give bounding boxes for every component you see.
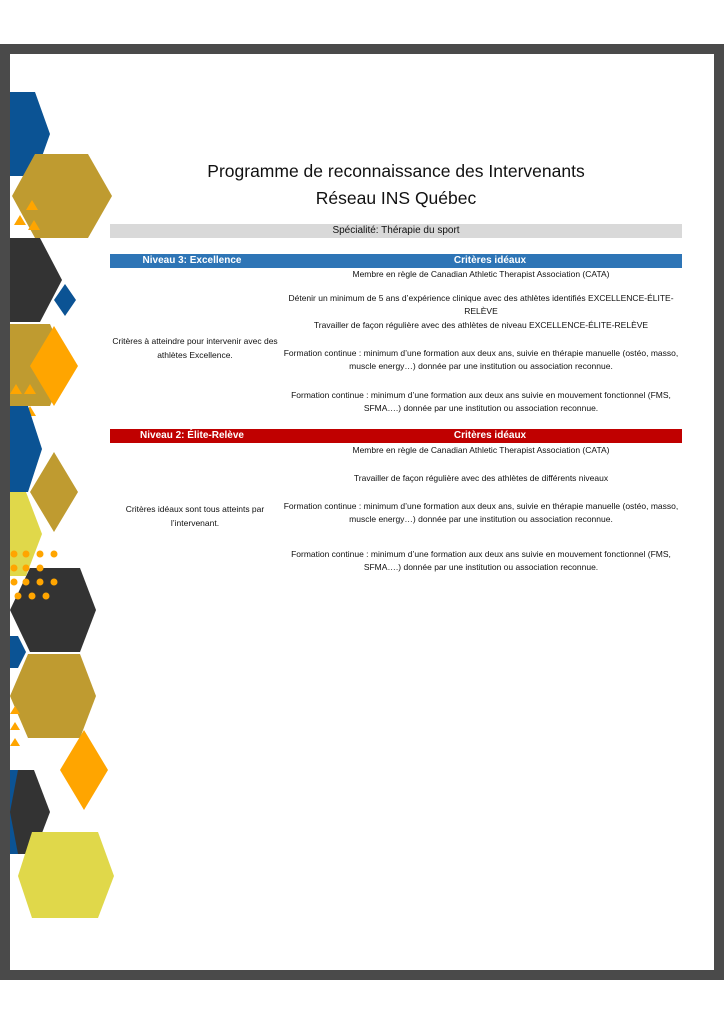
level2-criterion: Formation continue : minimum d’une formation aux deux ans, suivie en thérapie manuelle (ostéo, masso, muscle energy…) donnée par une institution ou association reconnue. <box>283 501 679 524</box>
triangle-11 <box>10 722 20 730</box>
level3-name: Niveau 3: Excellence <box>142 255 242 266</box>
level2-criterion: Membre en règle de Canadian Athletic Therapist Association (CATA) <box>352 445 610 455</box>
hexagon-blue-3 <box>10 636 26 668</box>
dot-8 <box>11 579 18 586</box>
level3-header <box>110 254 682 268</box>
dot-2 <box>23 551 30 558</box>
document-subtitle: Réseau INS Québec <box>315 188 477 208</box>
dot-6 <box>23 565 30 572</box>
level2-description: Critères idéaux sont tous atteints par l’intervenant. <box>125 504 265 528</box>
dot-13 <box>29 593 36 600</box>
dot-1 <box>11 551 18 558</box>
level3-criterion: Travailler de façon régulière avec des athlètes de niveau EXCELLENCE-ÉLITE-RELÈVE <box>313 320 649 330</box>
dot-14 <box>43 593 50 600</box>
hexagon-blue-2 <box>10 406 42 492</box>
level2-criteria-header: Critères idéaux <box>453 430 527 441</box>
dot-11 <box>51 579 58 586</box>
diamond-orange-2 <box>60 730 108 810</box>
specialty-bar: Spécialité: Thérapie du sport <box>110 224 682 238</box>
dot-9 <box>23 579 30 586</box>
dot-12 <box>15 593 22 600</box>
hexagon-dark-1 <box>10 238 62 322</box>
document-title: Programme de reconnaissance des Intervenants <box>207 161 585 181</box>
dot-10 <box>37 579 44 586</box>
dot-5 <box>11 565 18 572</box>
level2-criterion: Formation continue : minimum d’une formation aux deux ans suivie en mouvement fonctionnel (FMS, SFMA….) donnée par une institution ou association reconnue. <box>291 549 671 572</box>
dot-4 <box>51 551 58 558</box>
hexagon-gold-3 <box>10 654 96 738</box>
level2-criterion: Travailler de façon régulière avec des athlètes de différents niveaux <box>353 473 609 483</box>
diamond-gold-1 <box>30 452 78 532</box>
level2-name: Niveau 2: Élite-Relève <box>140 430 244 441</box>
level3-criteria-header: Critères idéaux <box>453 255 527 266</box>
level3-criterion: Membre en règle de Canadian Athletic Therapist Association (CATA) <box>352 269 610 279</box>
hexagon-yellow-2 <box>18 832 114 918</box>
dot-3 <box>37 551 44 558</box>
level3-description: Critères à atteindre pour intervenir avec des athlètes Excellence. <box>112 336 278 360</box>
dot-7 <box>37 565 44 572</box>
hexagon-yellow-1 <box>10 492 42 576</box>
level3-criterion: Formation continue : minimum d’une formation aux deux ans, suivie en thérapie manuelle (ostéo, masso, muscle energy…) donnée par une institution ou association reconnue. <box>283 348 679 371</box>
level3-criterion: Formation continue : minimum d’une formation aux deux ans suivie en mouvement fonctionnel (FMS, SFMA….) donnée par une institution ou association reconnue. <box>291 390 671 413</box>
level2-header <box>110 429 682 443</box>
level3-criterion: Détenir un minimum de 5 ans d’expérience clinique avec des athlètes identifiés EXCELLENCE-ÉLITE-RELÈVE <box>288 293 674 316</box>
triangle-12 <box>10 738 20 746</box>
